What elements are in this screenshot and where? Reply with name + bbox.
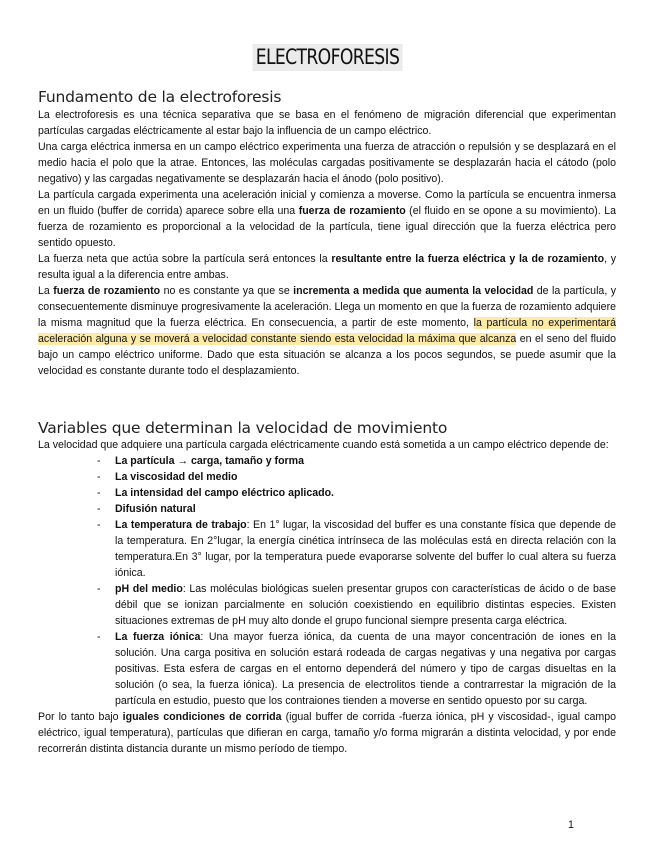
section-fundamento-body [38, 107, 616, 379]
paragraph: La velocidad que adquiere una partícula cargada eléctricamente cuando está sometida a un campo eléctrico depende de: [38, 439, 609, 451]
text-run: (el fluido en se opone a su movimiento). La fuerza de rozamiento es proporcional a la velocidad de la partícula, tiene igual dirección que la fuerza eléctrica pero sentido opuesto. [38, 205, 616, 249]
bullet-dash: - [97, 583, 101, 595]
list-item [97, 453, 616, 469]
paragraph [38, 251, 616, 283]
text-run: : En 1° lugar, la viscosidad del buffer es una constante física que depende de la temperatura. En 2°lugar, la energía cinética intrínseca de las moléculas está en directa relación con la temperatura.En 3° lugar, por la temperatura puede evaporarse solvente del buffer lo cual altera su fuerza iónica. [115, 519, 616, 579]
variables-list [38, 453, 616, 709]
bullet-dash: - [97, 455, 101, 467]
list-item [97, 517, 616, 581]
list-item [97, 469, 616, 485]
bold-term: La temperatura de trabajo [115, 519, 247, 531]
bold-term: La fuerza iónica [115, 631, 201, 643]
paragraph [38, 709, 616, 757]
bold-term: incrementa a medida que aumenta la velocidad [293, 285, 534, 297]
text-run: de la partícula, y consecuentemente disminuye progresivamente la aceleración. Llega un momento en que la fuerza de rozamiento adquiere la misma magnitud que la fuerza eléctrica. En consecuencia, a partir de este momento, [38, 285, 616, 329]
bullet-dash: - [97, 471, 101, 483]
bullet-dash: - [97, 519, 101, 531]
text-run: La partícula cargada experimenta una aceleración inicial y comienza a moverse. Como la partícula se encuentra inmersa en un fluido (buffer de corrida) aparece sobre ella una [38, 189, 616, 217]
section-heading-fundamento: Fundamento de la electroforesis [38, 88, 282, 106]
highlighted-text: la partícula no experimentará aceleración alguna y se moverá a velocidad constante siendo esta velocidad la máxima que alcanza [38, 317, 616, 345]
section-variables-body [38, 437, 616, 757]
bold-term: La intensidad del campo eléctrico aplicado. [115, 487, 334, 499]
text-run: : Una mayor fuerza iónica, da cuenta de una mayor concentración de iones en la solución. Una carga positiva en solución estará rodeada de cargas negativas y una negativa por cargas positivas. Esta esfera de cargas en el entorno dependerá del número y tipo de cargas disueltas en la solución (o sea, la fuerza iónica). La presencia de electrolitos tiende a contrarrestar la migración de la partícula en estudio, puesto que los contraiones tienden a moverse en sentido opuesto por su carga. [115, 631, 616, 707]
paragraph: La electroforesis es una técnica separativa que se basa en el fenómeno de migración diferencial que experimentan partículas cargadas eléctricamente al estar bajo la influencia de un campo eléctrico. [38, 109, 616, 137]
bullet-dash: - [97, 503, 101, 515]
list-item [97, 485, 616, 501]
section-heading-variables: Variables que determinan la velocidad de movimiento [38, 419, 448, 437]
text-run: La fuerza neta que actúa sobre la partícula será entonces la [38, 253, 332, 265]
bold-term: iguales condiciones de corrida [122, 711, 282, 723]
bold-term: fuerza de rozamiento [53, 285, 161, 297]
page-number: 1 [568, 819, 574, 831]
title-container [0, 44, 655, 71]
text-run: , y resulta igual a la diferencia entre ambas. [38, 253, 616, 281]
paragraph [38, 283, 616, 379]
bold-term: resultante entre la fuerza eléctrica y la de rozamiento [331, 253, 605, 265]
bold-term: La viscosidad del medio [115, 471, 238, 483]
text-run: en el seno del fluido bajo un campo eléctrico uniforme. Dado que esta situación se alcanza a los pocos segundos, se puede asumir que la velocidad es constante durante todo el desplazamiento. [38, 333, 616, 377]
bullet-dash: - [97, 487, 101, 499]
paragraph: Una carga eléctrica inmersa en un campo eléctrico experimenta una fuerza de atracción o repulsión y se desplazará en el medio hacia el polo que la atrae. Entonces, las moléculas cargadas positivamente se desplazarán hacia el cátodo (polo negativo) y las cargadas negativamente se desplazarán hacia el ánodo (polo positivo). [38, 141, 616, 185]
list-item [97, 501, 616, 517]
document-title: ELECTROFORESIS [252, 44, 402, 71]
text-run: : Las moléculas biológicas suelen presentar grupos con características de ácido o de base débil que se ionizan parcialmente en solución coexistiendo en equilibrio distintas especies. Existen situaciones extremas de pH muy alto donde el grupo funcional siempre presenta carga eléctrica. [115, 583, 616, 627]
text-run: La [38, 285, 54, 297]
list-item [97, 581, 616, 629]
text-run: Por lo tanto bajo [38, 711, 123, 723]
paragraph [38, 187, 616, 251]
bold-term: fuerza de rozamiento [298, 205, 406, 217]
list-item [97, 629, 616, 709]
bold-term: La partícula → carga, tamaño y forma [115, 455, 304, 467]
bullet-dash: - [97, 631, 101, 643]
bold-term: Difusión natural [115, 503, 196, 515]
bold-term: pH del medio [115, 583, 183, 595]
text-run: no es constante ya que se [160, 285, 294, 297]
text-run: (igual buffer de corrida -fuerza iónica, pH y viscosidad-, igual campo eléctrico, igual temperatura), partículas que difieran en carga, tamaño y/o forma migrarán a distinta velocidad, y por ende recorrerán distinta distancia durante un mismo período de tiempo. [38, 711, 616, 755]
